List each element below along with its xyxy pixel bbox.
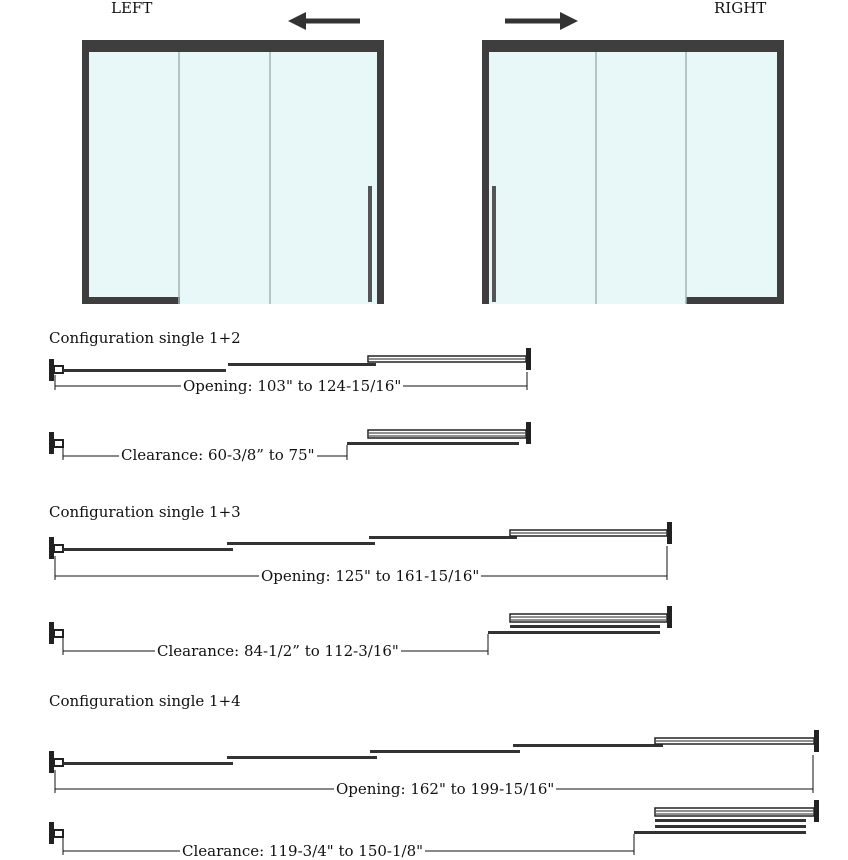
arrow-right-icon: [505, 12, 578, 30]
arrow-left-icon: [288, 12, 360, 30]
clearance-label-1-3: Clearance: 84-1/2” to 112-3/16": [157, 642, 399, 660]
left-label: LEFT: [111, 0, 153, 17]
opening-label-1-2: Opening: 103" to 124-15/16": [183, 377, 402, 395]
right-label: RIGHT: [714, 0, 767, 17]
clearance-label-1-2: Clearance: 60-3/8” to 75": [121, 446, 315, 464]
clearance-label-1-4: Clearance: 119-3/4" to 150-1/8": [182, 842, 424, 860]
opening-label-1-4: Opening: 162" to 199-15/16": [336, 780, 555, 798]
config-title-1-2: Configuration single 1+2: [49, 329, 241, 347]
config-title-1-3: Configuration single 1+3: [49, 503, 241, 521]
opening-label-1-3: Opening: 125" to 161-15/16": [261, 567, 480, 585]
left-door-elevation: [82, 40, 384, 304]
config-title-1-4: Configuration single 1+4: [49, 692, 241, 710]
plan-1-4-clear: [49, 800, 819, 855]
right-door-elevation: [482, 40, 784, 304]
